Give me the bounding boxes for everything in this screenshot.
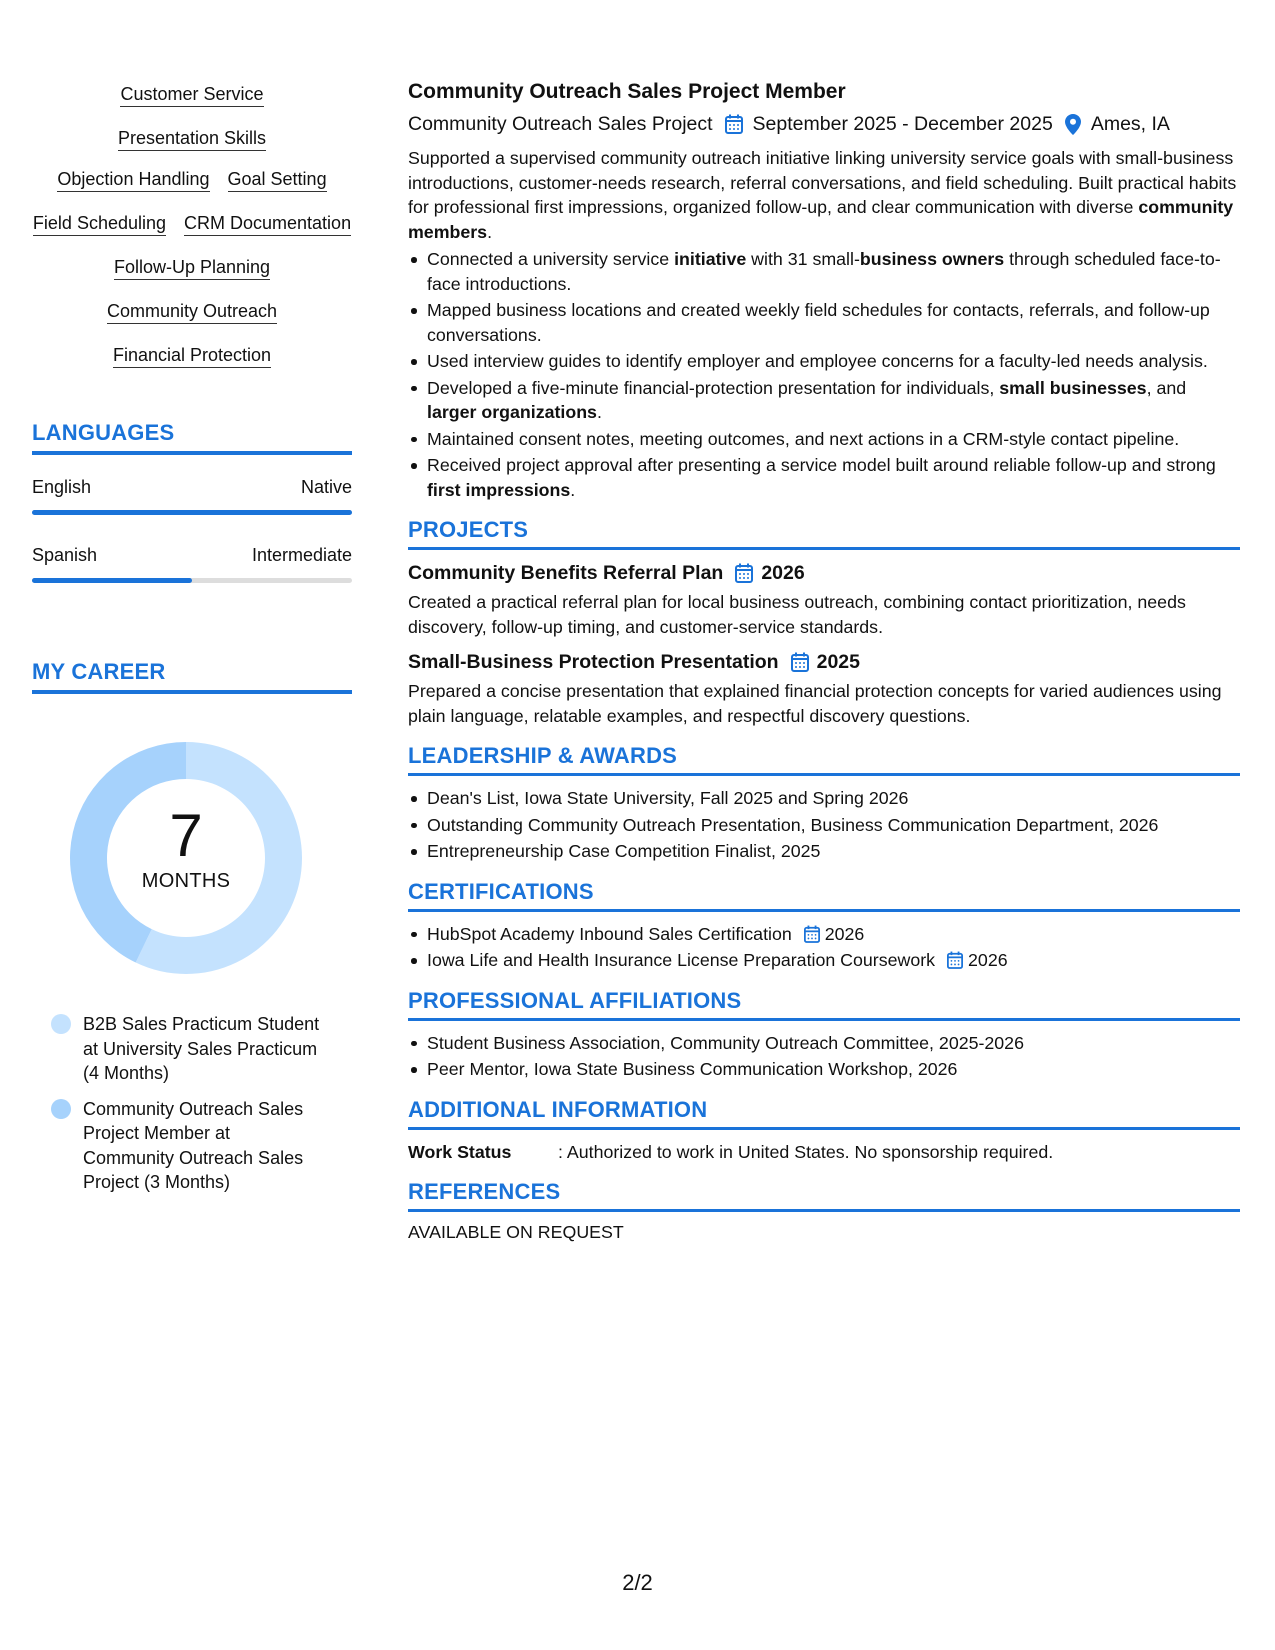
bullet-text: , and	[1146, 377, 1187, 398]
bullet-bold: small businesses	[999, 377, 1147, 398]
language-name: English	[32, 477, 92, 497]
job-bullet	[427, 376, 1240, 425]
skill-tag: Customer Service	[120, 84, 263, 107]
bullet-text: Connected a university service	[427, 249, 675, 269]
project-name: Small-Business Protection Presentation	[408, 651, 779, 673]
skill-tag: Community Outreach	[107, 301, 277, 324]
language-level: Native	[300, 477, 352, 497]
bullet-text: through scheduled face-to-face introductions.	[427, 249, 1221, 294]
job-bullet	[427, 298, 1240, 347]
calendar-icon	[804, 925, 820, 943]
project-description: Created a practical referral plan for local business outreach, combining contact prioritization, needs discovery, follow-up timing, and customer-service standards.	[408, 592, 1186, 637]
leadership-section	[408, 742, 1240, 864]
bullet-text: with 31 small-	[746, 249, 860, 269]
additional-info-heading: ADDITIONAL INFORMATION	[408, 1096, 1240, 1130]
languages-heading: LANGUAGES	[32, 420, 352, 455]
certification-year: 2026	[968, 950, 1008, 970]
job-location: Ames, IA	[1090, 113, 1170, 135]
bullet-bold: business owners	[859, 249, 1005, 269]
affiliations-list	[408, 1031, 1240, 1082]
leadership-heading: LEADERSHIP & AWARDS	[408, 742, 1240, 776]
project-year: 2025	[816, 651, 860, 673]
references-heading: REFERENCES	[408, 1178, 1240, 1212]
bullet-text: Mapped business locations and created weekly field schedules for contacts, referrals, and follow-up conversations.	[427, 300, 1210, 345]
work-status-label: Work Status	[408, 1141, 512, 1162]
language-proficiency-bar	[32, 578, 352, 583]
certifications-section	[408, 878, 1240, 973]
experience-entry	[408, 78, 1240, 502]
leadership-item: Outstanding Community Outreach Presentation, Business Communication Department, 2026	[427, 813, 1240, 838]
language-level: Intermediate	[251, 545, 352, 565]
additional-info-section	[408, 1096, 1240, 1164]
right-column	[408, 78, 1240, 1243]
legend-text: Community Outreach Sales Project Member at Community Outreach Sales Project (3 Months)	[83, 1098, 304, 1192]
job-dates: September 2025 - December 2025	[752, 113, 1053, 135]
language-row	[32, 545, 352, 566]
project-header	[408, 560, 1240, 586]
job-company: Community Outreach Sales Project	[408, 113, 713, 135]
bullet-bold: first impressions	[427, 479, 571, 500]
job-bullet	[427, 247, 1240, 296]
bullet-bold: larger organizations	[427, 402, 597, 422]
certification-item	[427, 948, 1240, 973]
career-legend-item	[51, 1012, 321, 1086]
projects-section	[408, 516, 1240, 728]
project-entry	[408, 560, 1240, 639]
project-description: Prepared a concise presentation that explained financial protection concepts for varied audiences using plain language, relatable examples, and respectful discovery questions.	[408, 681, 1222, 726]
skill-tag: Field Scheduling	[33, 213, 166, 236]
certification-year: 2026	[824, 923, 865, 944]
job-bullet	[427, 453, 1240, 502]
work-status-row	[408, 1140, 1240, 1164]
references-text: AVAILABLE ON REQUEST	[408, 1221, 624, 1242]
left-column	[32, 84, 352, 1206]
language-proficiency-fill	[32, 510, 352, 515]
certifications-list	[408, 922, 1240, 973]
summary-end: .	[487, 221, 493, 242]
skill-tag: Financial Protection	[113, 345, 271, 368]
job-summary	[408, 146, 1240, 244]
leadership-list	[408, 786, 1240, 864]
project-header	[408, 649, 1240, 675]
affiliation-item: Student Business Association, Community Outreach Committee, 2025-2026	[427, 1031, 1240, 1056]
work-status-value: : Authorized to work in United States. No sponsorship required.	[558, 1141, 1054, 1162]
legend-dot	[51, 1099, 71, 1119]
calendar-icon	[735, 563, 753, 583]
affiliation-item: Peer Mentor, Iowa State Business Communication Workshop, 2026	[427, 1057, 1240, 1082]
certifications-heading: CERTIFICATIONS	[408, 878, 1240, 912]
career-heading: MY CAREER	[32, 659, 352, 694]
bullet-text: Maintained consent notes, meeting outcomes, and next actions in a CRM-style contact pipeline.	[427, 428, 1180, 449]
skill-tag: CRM Documentation	[184, 213, 351, 236]
certification-name: HubSpot Academy Inbound Sales Certification	[427, 923, 792, 944]
language-row	[32, 477, 352, 498]
legend-text: B2B Sales Practicum Student at University Sales Practicum (4 Months)	[83, 1014, 320, 1083]
language-name: Spanish	[32, 545, 98, 565]
language-proficiency-fill	[32, 578, 192, 583]
calendar-icon	[791, 652, 809, 672]
career-donut-chart	[66, 738, 306, 978]
job-bullet	[427, 427, 1240, 452]
location-pin-icon	[1065, 114, 1081, 135]
bullet-text: .	[596, 402, 602, 422]
legend-dot	[51, 1014, 71, 1034]
job-bullet	[427, 349, 1240, 374]
skills-list	[32, 84, 352, 368]
summary-text: Supported a supervised community outreach initiative linking university service goals with small-business introductions, customer-needs research, referral conversations, and field scheduling. Built practical habits for professional first impressions, organized follow-up, and clear communication with diverse	[408, 148, 1237, 217]
project-year: 2026	[761, 562, 805, 584]
skill-tag	[32, 128, 352, 148]
job-bullets	[408, 247, 1240, 502]
affiliations-heading: PROFESSIONAL AFFILIATIONS	[408, 987, 1240, 1021]
job-meta	[408, 110, 1240, 138]
project-name: Community Benefits Referral Plan	[408, 562, 724, 584]
career-total-number: 7	[169, 802, 203, 869]
career-section	[32, 659, 352, 1195]
bullet-text: Developed a five-minute financial-protection presentation for individuals,	[427, 377, 1000, 398]
certification-item	[427, 922, 1240, 947]
affiliations-section	[408, 987, 1240, 1082]
page-number: 2/2	[622, 1570, 653, 1595]
job-title: Community Outreach Sales Project Member	[408, 80, 846, 103]
project-entry	[408, 649, 1240, 728]
bullet-bold: initiative	[674, 249, 747, 269]
career-total-unit: MONTHS	[141, 870, 231, 892]
summary-bold: community members	[408, 197, 1234, 242]
donut-center-label	[66, 802, 306, 893]
skill-tag: Follow-Up Planning	[114, 257, 270, 280]
calendar-icon	[725, 114, 743, 134]
calendar-icon	[947, 951, 963, 969]
skill-tag: Objection Handling	[57, 169, 209, 192]
certification-name: Iowa Life and Health Insurance License Preparation Coursework	[427, 950, 936, 970]
skill-tag-label: Presentation Skills	[118, 128, 266, 151]
skill-tag: Goal Setting	[228, 169, 327, 192]
career-legend-item	[51, 1097, 321, 1195]
bullet-text: Used interview guides to identify employer and employee concerns for a faculty-led needs analysis.	[427, 351, 1208, 371]
bullet-text: .	[570, 479, 576, 500]
career-legend	[51, 1012, 321, 1195]
language-proficiency-bar	[32, 510, 352, 515]
bullet-text: Received project approval after presenting a service model built around reliable follow-up and strong	[427, 455, 1216, 475]
projects-heading: PROJECTS	[408, 516, 1240, 550]
languages-section	[32, 420, 352, 583]
leadership-item: Dean's List, Iowa State University, Fall 2025 and Spring 2026	[427, 786, 1240, 811]
references-section	[408, 1178, 1240, 1243]
leadership-item: Entrepreneurship Case Competition Finalist, 2025	[427, 839, 1240, 864]
